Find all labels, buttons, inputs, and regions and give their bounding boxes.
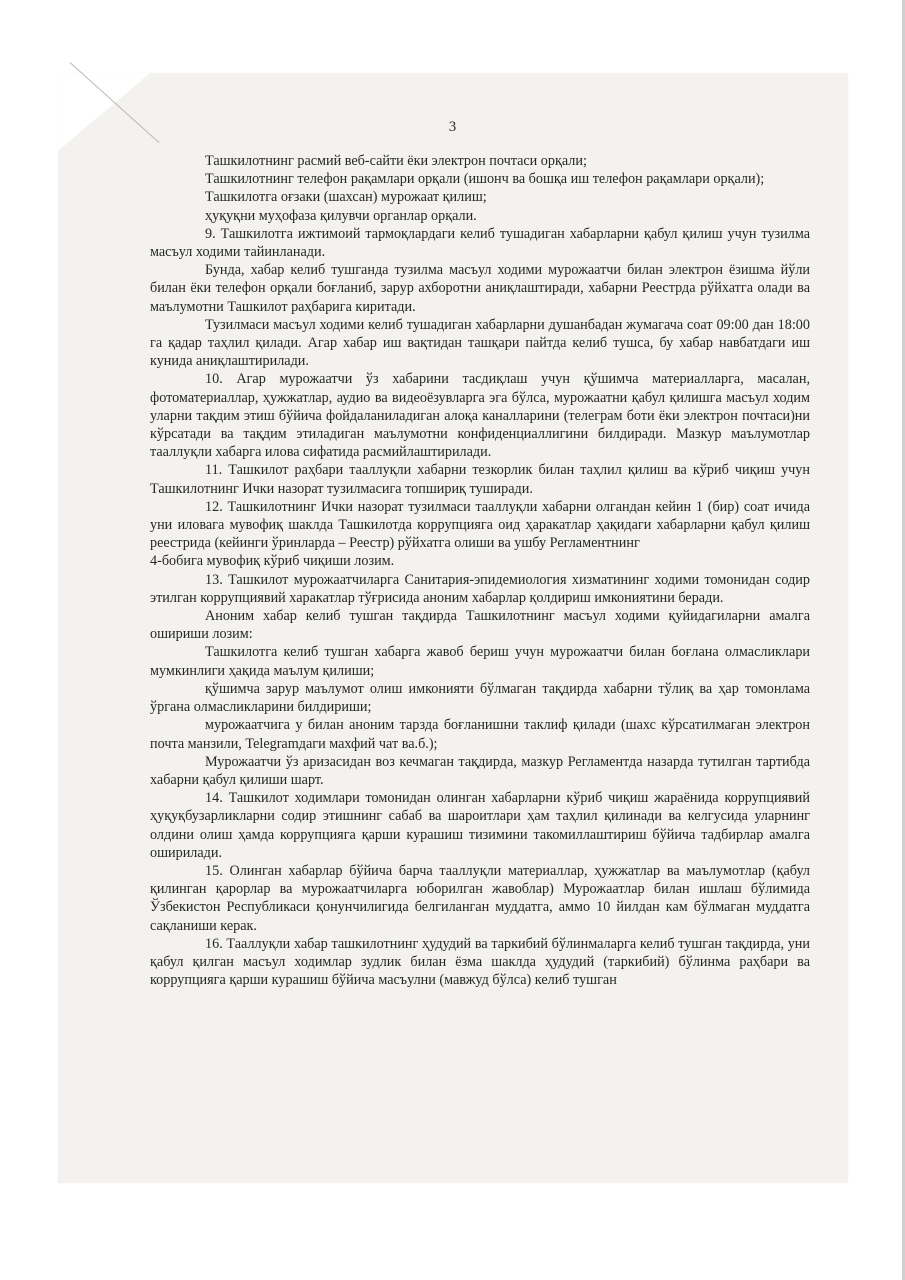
- paragraph: Ташкилотнинг расмий веб-сайти ёки электрон почтаси орқали;: [205, 153, 587, 169]
- paragraph: Тузилмаси масъул ходими келиб тушадиган хабарларни душанбадан жумагача соат 09:00 дан 18:00 га қадар таҳлил қилади. Агар хабар иш вақтидан ташқари пайтда келиб тушса, бу хабар навбатдаги иш кунида аниқлаштирилади.: [150, 316, 810, 370]
- paragraph: қўшимча зарур маълумот олиш имконияти бўлмаган тақдирда хабарни тўлиқ ва ҳар томонлама ўрганa олмасликларини билдириши;: [150, 680, 810, 716]
- paragraph: ҳуқуқни муҳофаза қилувчи органлар орқали.: [205, 207, 477, 224]
- paragraph: Бунда, хабар келиб тушганда тузилма масъул ходими мурожаатчи билан электрон ёзишма йўли билан ёки телефон орқали боғланиб, зарур ахборотни аниқлаштиради, хабарни Реестрда рўйхатга олади ва маълумотни Ташкилот раҳбарига киритади.: [150, 262, 810, 315]
- paragraph: 9. Ташкилотга ижтимоий тармоқлардаги келиб тушадиган хабарларни қабул қилиш учун тузилма масъул ходими тайинланади.: [150, 225, 810, 261]
- paragraph: 16. Тааллуқли хабар ташкилотнинг ҳудудий ва таркибий бўлинмаларга келиб тушган тақдирда, уни қабул қилган масъул ходимлар зудлик билан ёзма шаклда ҳудудий (таркибий) бўлинма раҳбари ва коррупцияга қарши курашиш бўйича масъулни (мавжуд бўлса) келиб тушган: [150, 935, 810, 989]
- paragraph: 10. Агар мурожаатчи ўз хабарини тасдиқлаш учун қўшимча материалларга, масалан, фотоматериаллар, ҳужжатлар, аудио ва видеоёзувларга эга бўлса, мурожаатни қабул қилишга масъул ходим уларни тақдим этиш бўйича фойдаланиладиган алоқа каналларини (телеграм боти ёки электрон почтаси)ни кўрсатади ва тақдим этиладиган маълумотни конфиденциаллигини билдиради. Мазкур маълумотлар тааллуқли хабарга илова сифатида расмийлаштирилади.: [150, 371, 810, 461]
- paragraph: 13. Ташкилот мурожаатчиларга Санитария-эпидемиология хизматининг ходими томонидан содир этилган коррупциявий харакатлар тўғрисида аноним хабарлар қолдириш имкониятини беради.: [150, 571, 810, 606]
- page-number: 3: [448, 119, 457, 135]
- document-body: [150, 152, 810, 989]
- paragraph: Ташкилотга оғзаки (шахсан) мурожаат қилиш;: [205, 189, 487, 206]
- paragraph: Ташкилотга келиб тушган хабарга жавоб бериш учун мурожаатчи билан боғлана олмасликлари мумкинлиги ҳақида маълум қилиши;: [150, 644, 810, 679]
- paragraph: 14. Ташкилот ходимлари томонидан олинган хабарларни кўриб чиқиш жараёнида коррупциявий ҳуқуқбузарликларни содир этишнинг сабаб ва шароитлари ҳам таҳлил қилинади ва келгусида уларнинг олдини олиш ҳамда коррупцияга қарши курашиш тизимини такомиллаштириш бўйича тадбирлар амалга оширилади.: [150, 790, 810, 861]
- paragraph: Ташкилотнинг телефон рақамлари орқали (ишонч ва бошқа иш телефон рақамлари орқали);: [205, 171, 765, 188]
- paragraph: Аноним хабар келиб тушган тақдирда Ташкилотнинг масъул ходими қуйидагиларни амалга ошириши лозим:: [150, 608, 810, 643]
- paragraph: 15. Олинган хабарлар бўйича барча тааллуқли материаллар, ҳужжатлар ва маълумотлар (қабул қилинган қарорлар ва мурожаатчиларга юборилган жавоблар) Мурожаатлар билан ишлаш бўлимида Ўзбекистон Республикаси қонунчилигида белгиланган муддатга, аммо 10 йилдан кам бўлмаган муддатга сақланиши керак.: [150, 862, 810, 934]
- paragraph: 11. Ташкилот раҳбари тааллуқли хабарни тезкорлик билан таҳлил қилиш ва кўриб чиқиш учун Ташкилотнинг Ички назорат тузилмасига топшириқ туширади.: [150, 462, 810, 497]
- paragraph: Мурожаатчи ўз аризасидан воз кечмаган тақдирда, мазкур Регламентда назарда тутилган тартибда хабарни қабул қилиши шарт.: [150, 753, 810, 788]
- paragraph: 4-бобига мувофиқ кўриб чиқиши лозим.: [150, 553, 395, 570]
- folded-corner: [58, 73, 150, 151]
- paragraph: 12. Ташкилотнинг Ички назорат тузилмаси тааллуқли хабарни олгандан кейин 1 (бир) соат ичида уни иловага мувофиқ шаклда Ташкилотда коррупцияга оид ҳаракатлар ҳақидаги хабарларни қабул қилиш реестрида (кейинги ўринларда – Реестр) рўйхатга олиши ва ушбу Регламентнинг: [150, 498, 810, 552]
- paragraph: мурожаатчига у билан аноним тарзда боғланишни таклиф қилади (шахс кўрсатилмаган электрон почта манзили, Telegramдаги махфий чат ва.б.);: [150, 717, 810, 752]
